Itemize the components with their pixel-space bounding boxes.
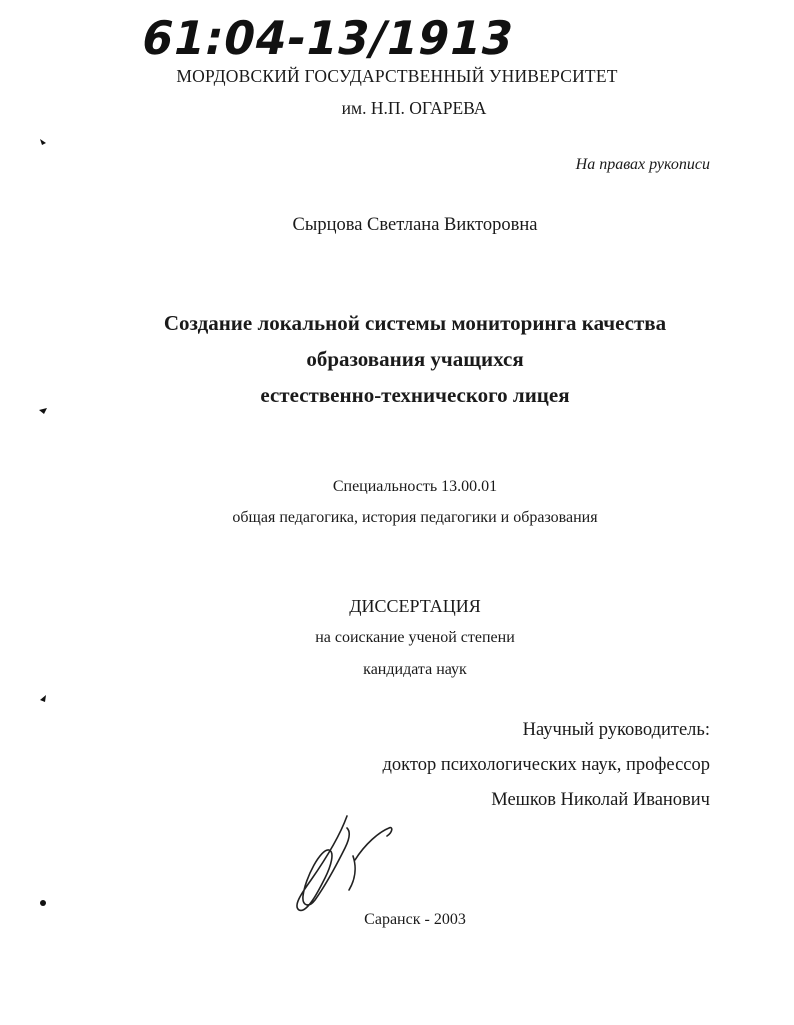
scan-mark bbox=[38, 137, 48, 147]
title-line-2: образования учащихся bbox=[306, 347, 524, 371]
dissertation-title bbox=[0, 305, 794, 413]
supervisor-degree: доктор психологических наук, профессор bbox=[382, 755, 710, 775]
author-name: Сырцова Светлана Викторовна bbox=[292, 215, 538, 235]
specialty-name: общая педагогика, история педагогики и образования bbox=[232, 509, 598, 526]
handwritten-signature bbox=[285, 808, 400, 920]
university-named-after: им. Н.П. ОГАРЕВА bbox=[341, 98, 487, 118]
place-and-year: Саранск - 2003 bbox=[364, 911, 466, 928]
specialty-code: Специальность 13.00.01 bbox=[332, 478, 498, 495]
supervisor-name: Мешков Николай Иванович bbox=[491, 790, 710, 810]
title-line-1: Создание локальной системы мониторинга качества bbox=[163, 311, 667, 335]
manuscript-note: На правах рукописи bbox=[575, 156, 710, 173]
scan-mark bbox=[38, 693, 48, 703]
scan-mark bbox=[38, 405, 48, 415]
scan-mark bbox=[38, 897, 48, 907]
university-name: МОРДОВСКИЙ ГОСУДАРСТВЕННЫЙ УНИВЕРСИТЕТ bbox=[176, 66, 618, 86]
supervisor-heading: Научный руководитель: bbox=[522, 720, 710, 740]
dissertation-label: ДИССЕРТАЦИЯ bbox=[349, 596, 481, 616]
degree-purpose-line-2: кандидата наук bbox=[363, 661, 467, 678]
degree-purpose-line-1: на соискание ученой степени bbox=[315, 629, 515, 646]
handwritten-archive-code: 61:04-13/1913 bbox=[136, 12, 520, 66]
title-line-3: естественно-технического лицея bbox=[260, 383, 570, 407]
